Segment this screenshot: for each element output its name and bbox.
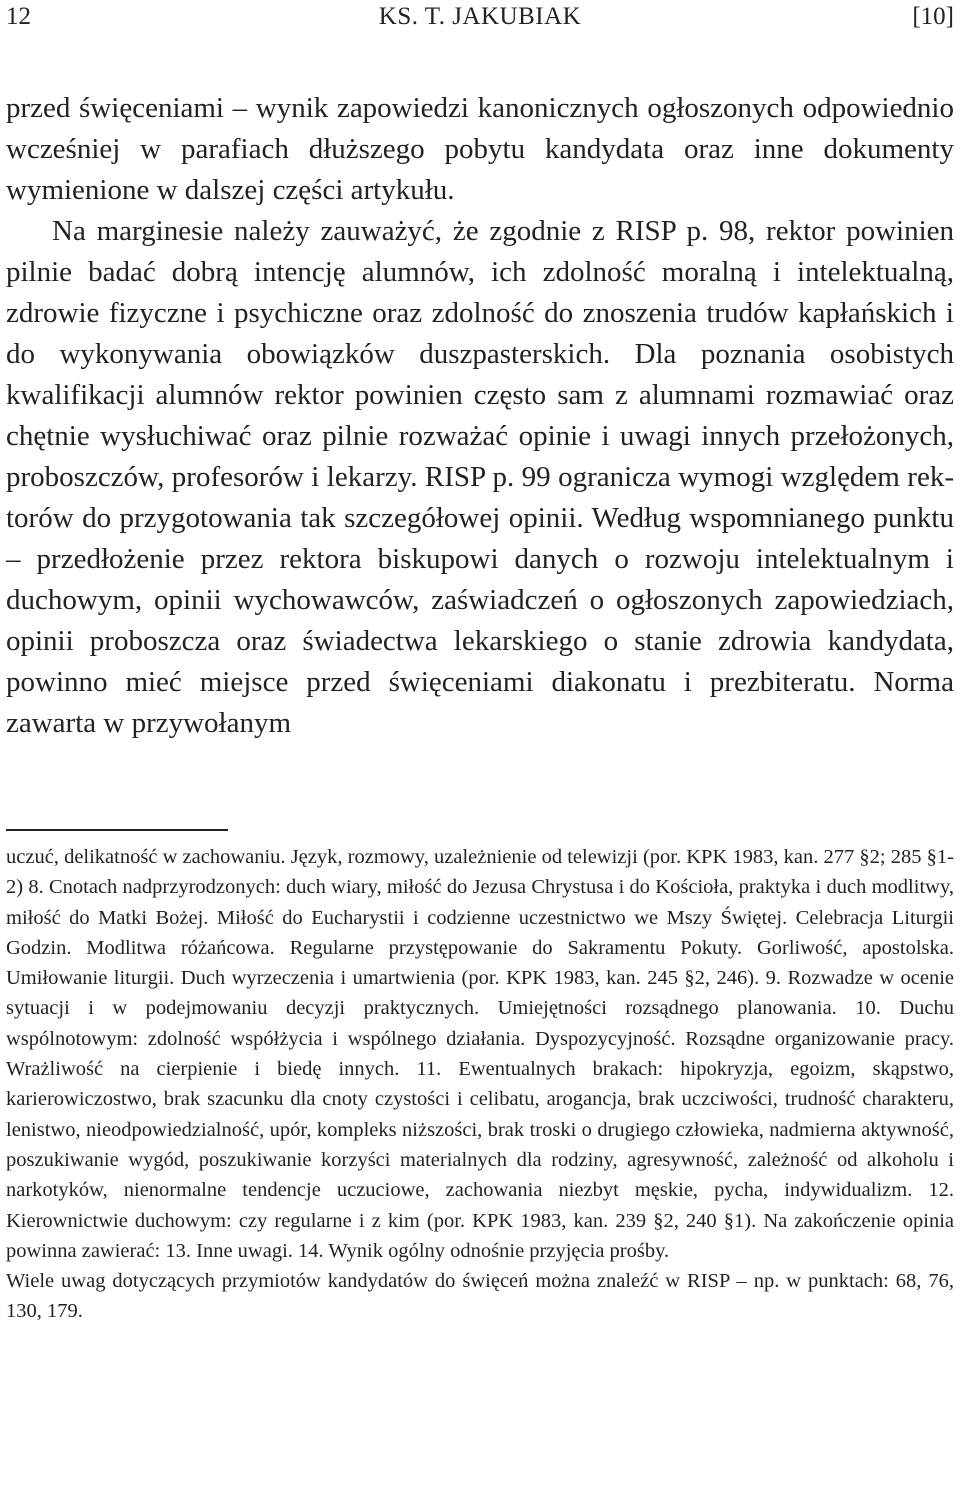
section-reference: [10]	[912, 3, 954, 30]
footnote-continuation: uczuć, delikatność w zachowaniu. Język, rozmowy, uzależnienie od telewizji (por. KPK 1983, kan. 277 §2; 285 §1-2) 8. Cnotach nadprzyrodzonych: duch wiary, miłość do Jezusa Chrystusa i do Kościoła, praktyka i duch modlitwy, miłość do Matki Bożej. Miłość do Eucharystii i codzienne uczestnictwo we Mszy Świętej. Celebracja Liturgii Godzin. Modlitwa różańcowa. Regularne przystępowanie do Sakramentu Pokuty. Gorliwość, apostolska. Umiłowanie liturgii. Duch wyrzeczenia i umartwienia (por. KPK 1983, kan. 245 §2, 246). 9. Rozwadze w ocenie sytuacji i w podejmowaniu decyzji praktycznych. Umiejętności rozsądnego planowania. 10. Duchu wspólnotowym: zdolność współżycia i wspólnego działania. Dyspozycyjność. Rozsądne organizowanie pracy. Wrażliwość na cierpienie i biedę innych. 11. Ewentualnych brakach: hipokryzja, egoizm, skąpstwo, karierowiczostwo, brak szacunku dla cnoty czystości i celibatu, arogancja, brak uczciwości, trudność charakteru, lenistwo, nieodpowiedzialność, upór, kompleks niższości, brak troski o drugiego człowieka, nadmierna aktywność, poszukiwanie wygód, poszukiwanie korzyści materialnych dla rodziny, agresywność, zależność od alkoholu i narkotyków, nienormalne tendencje uczuciowe, zachowania niezbyt męskie, pycha, indywidualizm. 12. Kierownictwie duchowym: czy regularne i z kim (por. KPK 1983, kan. 239 §2, 240 §1). Na zakończenie opinia powinna zawierać: 13. Inne uwagi. 14. Wynik ogólny odnośnie przyjęcia prośby.	[6, 846, 954, 1262]
footnote-note: Wiele uwag dotyczących przymiotów kandydatów do święceń można znaleźć w RISP – np. w punktach: 68, 76, 130, 179.	[6, 1270, 954, 1323]
page-number: 12	[6, 3, 31, 30]
body-paragraph: Na marginesie należy zauważyć, że zgodnie z RISP p. 98, rektor powinien pilnie badać dobrą intencję alumnów, ich zdolność moralną i intelektualną, zdrowie fizyczne i psychiczne oraz zdolność do znoszenia trudów kapłańskich i do wykonywania obowiązków duszpasterskich. Dla poznania osobistych kwalifikacji alumnów rektor powinien często sam z alumnami rozmawiać oraz chętnie wysłuchiwać oraz pilnie rozważać opinie i uwagi innych przełożonych, proboszczów, profesorów i lekarzy. RISP p. 99 ogranicza wymogi względem rektorów do przygotowania tak szczegółowej opinii. Według wspomnianego punktu – przedłożenie przez rektora biskupowi danych o rozwoju intelektualnym i duchowym, opinii wychowawców, zaświadczeń o ogłoszonych zapowiedziach, opinii proboszcza oraz świadectwa lekarskiego o stanie zdrowia kandydata, powinno mieć miejsce przed święceniami diakonatu i prezbiteratu. Norma zawarta w przywołanym	[6, 215, 954, 739]
running-header	[0, 0, 960, 34]
body-paragraph: przed święceniami – wynik zapowiedzi kanonicznych ogłoszonych odpowiednio wcześniej w parafiach dłuższego pobytu kandydata oraz inne dokumenty wymienione w dalszej części artykułu.	[6, 92, 954, 206]
running-title: KS. T. JAKUBIAK	[378, 3, 582, 30]
main-text	[6, 88, 954, 744]
footnotes	[6, 842, 954, 1327]
footnote-separator	[6, 829, 228, 831]
